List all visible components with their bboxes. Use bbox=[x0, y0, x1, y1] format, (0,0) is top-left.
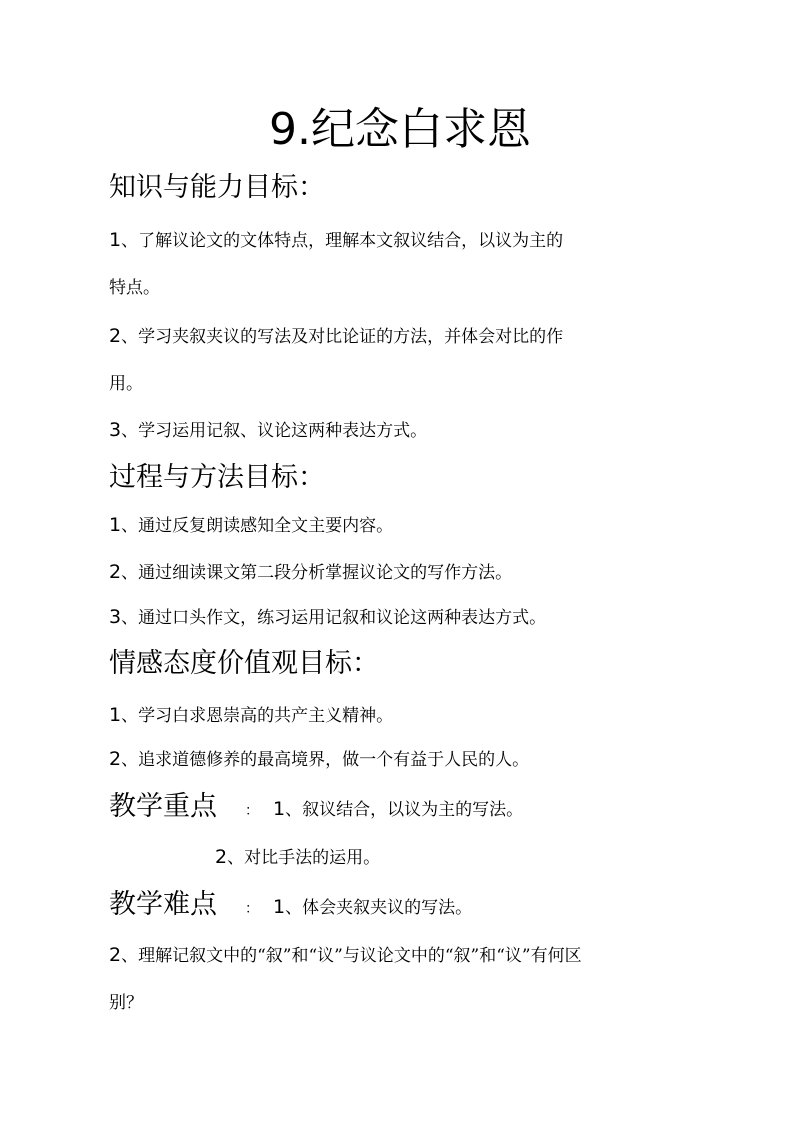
item-text: 、追求道德修养的最高境界，做一个有益于人民的人。 bbox=[121, 750, 530, 770]
knowledge-item-1 bbox=[109, 228, 563, 253]
page-title: 9.纪念白求恩 bbox=[269, 104, 531, 155]
item-number: 2 bbox=[109, 944, 122, 966]
knowledge-item-2 bbox=[109, 324, 563, 349]
item-text: 、体会夹叙夹议的写法。 bbox=[285, 898, 473, 918]
process-item-3 bbox=[109, 605, 546, 630]
process-heading: 过程与方法目标： bbox=[109, 462, 325, 493]
item-text: 、理解记叙文中的“叙”和“议”与议论文中的“叙”和“议”有何区 bbox=[121, 946, 582, 966]
process-item-1 bbox=[109, 513, 393, 538]
key-points-colon: ： bbox=[245, 803, 259, 819]
key-points-row bbox=[109, 789, 523, 829]
item-number: 1 bbox=[109, 514, 122, 536]
process-item-2 bbox=[109, 560, 512, 585]
item-number: 3 bbox=[109, 419, 122, 441]
item-text: 、学习夹叙夹议的写法及对比论证的方法，并体会对比的作 bbox=[121, 327, 564, 347]
item-text: 、叙议结合，以议为主的写法。 bbox=[285, 800, 524, 820]
item-text: 、通过口头作文，练习运用记叙和议论这两种表达方式。 bbox=[121, 608, 547, 628]
difficulties-row bbox=[109, 887, 472, 927]
item-number: 2 bbox=[109, 561, 122, 583]
difficulties-colon: ： bbox=[245, 901, 259, 917]
item-number: 2 bbox=[109, 748, 122, 770]
item-text: 、了解议论文的文体特点，理解本文叙议结合，以议为主的 bbox=[121, 231, 564, 251]
difficulties-heading: 教学难点 bbox=[109, 889, 217, 920]
knowledge-item-2-cont: 用。 bbox=[109, 374, 143, 394]
difficulties-item-2-cont: 别？ bbox=[109, 993, 143, 1013]
item-text: 、学习白求恩崇高的共产主义精神。 bbox=[121, 706, 394, 726]
knowledge-item-1-cont: 特点。 bbox=[109, 278, 160, 298]
item-text: 、通过反复朗读感知全文主要内容。 bbox=[121, 516, 394, 536]
key-points-heading: 教学重点 bbox=[109, 791, 217, 822]
emotion-item-2 bbox=[109, 747, 529, 772]
item-number: 3 bbox=[109, 606, 122, 628]
item-text: 、通过细读课文第二段分析掌握议论文的写作方法。 bbox=[121, 563, 513, 583]
difficulties-item-1 bbox=[273, 898, 472, 918]
knowledge-heading: 知识与能力目标： bbox=[109, 172, 325, 203]
item-number: 1 bbox=[273, 798, 286, 820]
item-text: 、对比手法的运用。 bbox=[227, 848, 381, 868]
key-points-item-1 bbox=[273, 800, 523, 820]
key-points-item-2 bbox=[215, 845, 380, 870]
item-number: 1 bbox=[109, 229, 122, 251]
emotion-item-1 bbox=[109, 703, 393, 728]
item-text: 、学习运用记叙、议论这两种表达方式。 bbox=[121, 421, 428, 441]
item-number: 1 bbox=[109, 704, 122, 726]
item-number: 2 bbox=[109, 325, 122, 347]
knowledge-item-3 bbox=[109, 418, 427, 443]
item-number: 2 bbox=[215, 846, 228, 868]
difficulties-item-2 bbox=[109, 943, 582, 968]
item-number: 1 bbox=[273, 896, 286, 918]
emotion-heading: 情感态度价值观目标： bbox=[109, 648, 379, 679]
